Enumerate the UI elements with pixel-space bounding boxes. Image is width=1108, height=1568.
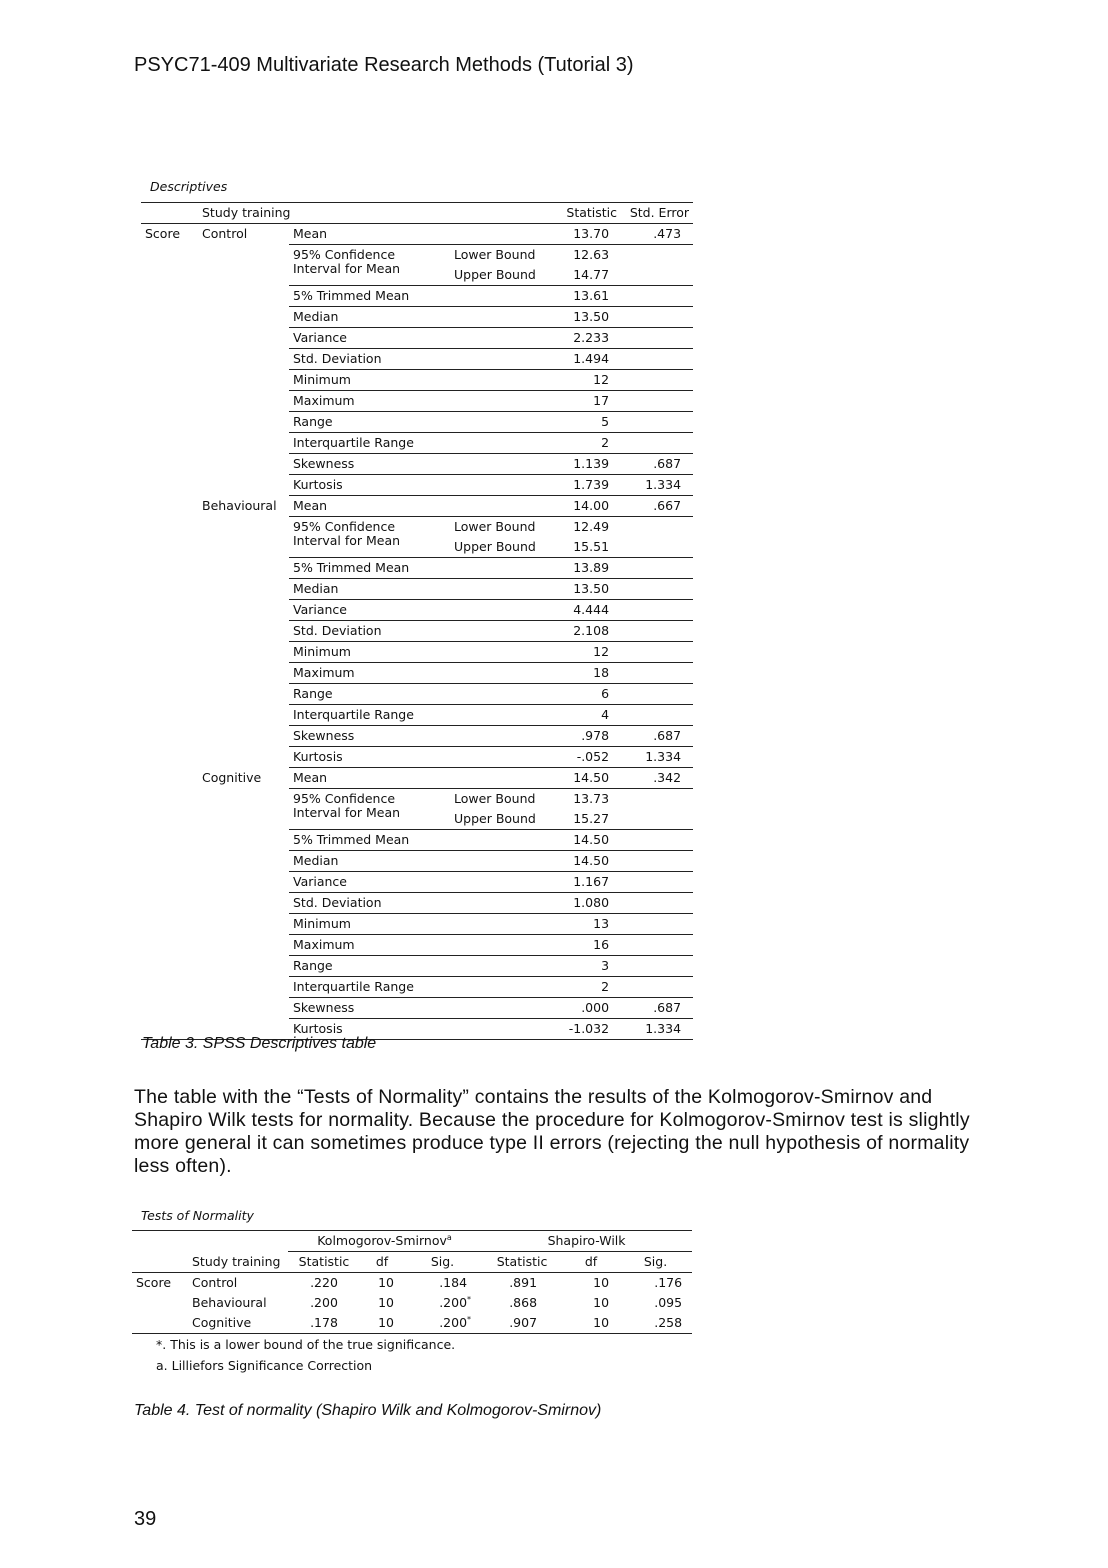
stat-label-cell: Kurtosis bbox=[289, 747, 549, 768]
blank-cell bbox=[198, 809, 289, 830]
statistic-cell: 2 bbox=[549, 977, 621, 998]
ks-header-label: Kolmogorov-Smirnov bbox=[317, 1233, 447, 1248]
descriptives-row bbox=[141, 893, 693, 914]
ks-df-header: df bbox=[360, 1252, 404, 1273]
ci-label-cell: 95% Confidence Interval for Mean bbox=[289, 789, 450, 830]
descriptives-row bbox=[141, 579, 693, 600]
blank-cell bbox=[141, 579, 198, 600]
blank-cell bbox=[621, 517, 693, 538]
blank-cell bbox=[141, 851, 198, 872]
statistic-cell: 14.50 bbox=[549, 830, 621, 851]
blank-cell bbox=[141, 663, 198, 684]
blank-cell bbox=[198, 851, 289, 872]
descriptives-row bbox=[141, 998, 693, 1019]
stat-label-cell: Std. Deviation bbox=[289, 893, 549, 914]
blank-cell bbox=[198, 265, 289, 286]
table-3-caption: Table 3. SPSS Descriptives table bbox=[142, 1035, 377, 1052]
descriptives-row bbox=[141, 245, 693, 266]
study-training-header: Study training bbox=[188, 1252, 288, 1273]
descriptives-row bbox=[141, 475, 693, 496]
blank-cell bbox=[141, 286, 198, 307]
blank-cell bbox=[198, 475, 289, 496]
descriptives-row bbox=[141, 705, 693, 726]
blank-cell bbox=[198, 830, 289, 851]
stat-label-cell: Variance bbox=[289, 328, 549, 349]
blank-cell bbox=[132, 1293, 188, 1313]
blank-cell bbox=[141, 768, 198, 789]
page-header: PSYC71-409 Multivariate Research Methods (Tutorial 3) bbox=[134, 54, 634, 76]
stat-label-cell: Minimum bbox=[289, 914, 549, 935]
sw-sig-header: Sig. bbox=[619, 1252, 692, 1273]
descriptives-row bbox=[141, 851, 693, 872]
stat-label-cell: Range bbox=[289, 956, 549, 977]
blank-cell bbox=[621, 391, 693, 412]
descriptives-row bbox=[141, 621, 693, 642]
normality-header-row-2 bbox=[132, 1252, 692, 1273]
descriptives-row bbox=[141, 726, 693, 747]
blank-cell bbox=[621, 809, 693, 830]
blank-cell bbox=[621, 914, 693, 935]
sw-statistic-cell: .868 bbox=[509, 1295, 538, 1310]
statistic-cell: 13 bbox=[549, 914, 621, 935]
stat-label-cell: 5% Trimmed Mean bbox=[289, 558, 549, 579]
ks-sig-cell bbox=[404, 1293, 481, 1313]
blank-cell bbox=[141, 496, 198, 517]
stat-label-cell: Maximum bbox=[289, 391, 549, 412]
descriptives-row bbox=[141, 517, 693, 538]
blank-cell bbox=[621, 977, 693, 998]
statistic-cell: 13.70 bbox=[549, 224, 621, 245]
std-error-cell: .342 bbox=[621, 768, 693, 789]
descriptives-header-row bbox=[141, 203, 693, 224]
statistic-cell: 12.63 bbox=[573, 247, 610, 262]
statistic-cell: 15.51 bbox=[549, 537, 621, 558]
descriptives-row bbox=[141, 663, 693, 684]
statistic-cell: .000 bbox=[549, 998, 621, 1019]
blank-cell bbox=[621, 370, 693, 391]
descriptives-row bbox=[141, 956, 693, 977]
blank-cell bbox=[198, 412, 289, 433]
blank-cell bbox=[132, 1313, 188, 1334]
stat-label-cell: Mean bbox=[289, 496, 549, 517]
descriptives-table bbox=[141, 202, 693, 1040]
blank-cell bbox=[141, 705, 198, 726]
statistic-cell: 4.444 bbox=[549, 600, 621, 621]
ks-df-cell: 10 bbox=[378, 1295, 394, 1310]
blank-cell bbox=[141, 265, 198, 286]
blank-cell bbox=[141, 391, 198, 412]
std-error-cell: .687 bbox=[621, 454, 693, 475]
blank-cell bbox=[141, 307, 198, 328]
blank-cell bbox=[198, 935, 289, 956]
group-name-cell: Cognitive bbox=[202, 769, 262, 785]
stat-label-cell: Mean bbox=[289, 768, 549, 789]
blank-cell bbox=[198, 956, 289, 977]
normality-header-row-1 bbox=[132, 1231, 692, 1252]
ks-statistic-cell: .220 bbox=[310, 1275, 338, 1290]
std-error-cell: .687 bbox=[621, 998, 693, 1019]
stat-label-cell: Interquartile Range bbox=[289, 977, 549, 998]
blank-cell bbox=[621, 705, 693, 726]
stat-label-cell: Maximum bbox=[289, 663, 549, 684]
sw-statistic-cell: .891 bbox=[509, 1275, 538, 1290]
statistic-cell: 2 bbox=[549, 433, 621, 454]
blank-cell bbox=[621, 349, 693, 370]
blank-cell bbox=[621, 328, 693, 349]
blank-cell bbox=[621, 433, 693, 454]
blank-cell bbox=[198, 391, 289, 412]
statistic-cell: 6 bbox=[549, 684, 621, 705]
ks-statistic-header: Statistic bbox=[288, 1252, 360, 1273]
ks-sig-footnote-marker: * bbox=[467, 1314, 472, 1324]
descriptives-row bbox=[141, 768, 693, 789]
statistic-cell: 13.50 bbox=[549, 307, 621, 328]
statistic-cell: -.052 bbox=[549, 747, 621, 768]
dependent-variable-cell: Score bbox=[145, 226, 181, 241]
statistic-cell: 16 bbox=[549, 935, 621, 956]
std-error-header: Std. Error bbox=[621, 203, 693, 224]
statistic-cell: 1.139 bbox=[549, 454, 621, 475]
ks-sig-value: .200 bbox=[439, 1295, 468, 1310]
blank-cell bbox=[141, 558, 198, 579]
descriptives-row bbox=[141, 328, 693, 349]
ks-sig-header: Sig. bbox=[404, 1252, 481, 1273]
statistic-header: Statistic bbox=[549, 203, 621, 224]
ks-sig-value: .184 bbox=[439, 1275, 468, 1290]
blank-cell bbox=[141, 642, 198, 663]
statistic-cell: 15.27 bbox=[549, 809, 621, 830]
sw-sig-cell: .095 bbox=[654, 1295, 683, 1310]
blank-cell bbox=[621, 935, 693, 956]
blank-cell bbox=[141, 914, 198, 935]
blank-cell bbox=[198, 747, 289, 768]
ks-header bbox=[288, 1231, 481, 1252]
blank-cell bbox=[198, 433, 289, 454]
blank-cell bbox=[141, 328, 198, 349]
statistic-cell: 14.77 bbox=[549, 265, 621, 286]
blank-cell bbox=[141, 684, 198, 705]
stat-label-cell: Std. Deviation bbox=[289, 349, 549, 370]
sw-sig-cell: .258 bbox=[619, 1313, 692, 1334]
descriptives-title: Descriptives bbox=[150, 179, 228, 194]
blank-cell bbox=[621, 830, 693, 851]
blank-header bbox=[188, 1231, 288, 1252]
descriptives-row bbox=[141, 391, 693, 412]
stat-label-cell: Kurtosis bbox=[289, 475, 549, 496]
descriptives-row bbox=[141, 600, 693, 621]
blank-cell bbox=[141, 872, 198, 893]
group-name-cell: Behavioural bbox=[202, 497, 277, 513]
descriptives-row bbox=[141, 558, 693, 579]
blank-cell bbox=[141, 621, 198, 642]
blank-cell bbox=[141, 454, 198, 475]
blank-cell bbox=[198, 621, 289, 642]
table-4-caption: Table 4. Test of normality (Shapiro Wilk and Kolmogorov-Smirnov) bbox=[134, 1402, 602, 1419]
normality-row bbox=[132, 1293, 692, 1313]
sw-statistic-header: Statistic bbox=[481, 1252, 563, 1273]
stat-label-cell: Maximum bbox=[289, 935, 549, 956]
blank-cell bbox=[621, 600, 693, 621]
stat-label-cell: Skewness bbox=[289, 998, 549, 1019]
statistic-cell: 18 bbox=[549, 663, 621, 684]
stat-label-cell: Median bbox=[289, 579, 549, 600]
blank-cell bbox=[141, 893, 198, 914]
ci-label-cell: 95% Confidence Interval for Mean bbox=[289, 245, 450, 286]
ks-statistic-cell: .200 bbox=[310, 1295, 338, 1310]
blank-cell bbox=[621, 537, 693, 558]
blank-header bbox=[132, 1252, 188, 1273]
ks-df-cell: 10 bbox=[378, 1275, 394, 1290]
footnote-star: *. This is a lower bound of the true significance. bbox=[156, 1337, 456, 1352]
descriptives-row bbox=[141, 872, 693, 893]
descriptives-row bbox=[141, 935, 693, 956]
stat-label-cell: Variance bbox=[289, 872, 549, 893]
blank-cell bbox=[621, 558, 693, 579]
blank-cell bbox=[198, 726, 289, 747]
sw-statistic-cell: .907 bbox=[481, 1313, 563, 1334]
group-name-cell: Cognitive bbox=[188, 1313, 288, 1334]
sw-df-cell: 10 bbox=[563, 1313, 619, 1334]
blank-cell bbox=[141, 809, 198, 830]
stat-label-cell: Kurtosis bbox=[289, 1019, 549, 1040]
normality-body bbox=[132, 1273, 692, 1334]
page-number: 39 bbox=[134, 1508, 157, 1530]
blank-cell bbox=[141, 747, 198, 768]
blank-cell bbox=[141, 977, 198, 998]
lower-bound-label: Lower Bound bbox=[454, 791, 536, 806]
blank-cell bbox=[621, 286, 693, 307]
statistic-cell: 13.73 bbox=[573, 791, 610, 806]
ks-sig-value: .200 bbox=[439, 1315, 468, 1330]
upper-bound-label: Upper Bound bbox=[450, 537, 549, 558]
descriptives-row bbox=[141, 684, 693, 705]
std-error-cell: .473 bbox=[621, 224, 693, 245]
descriptives-row bbox=[141, 370, 693, 391]
blank-cell bbox=[198, 579, 289, 600]
stat-label-cell: Mean bbox=[289, 224, 549, 245]
stat-label-cell: Median bbox=[289, 307, 549, 328]
statistic-cell: 3 bbox=[549, 956, 621, 977]
study-training-header: Study training bbox=[198, 203, 549, 224]
stat-label-cell: Minimum bbox=[289, 370, 549, 391]
blank-cell bbox=[141, 537, 198, 558]
statistic-cell: 4 bbox=[549, 705, 621, 726]
blank-cell bbox=[198, 286, 289, 307]
descriptives-row bbox=[141, 977, 693, 998]
blank-cell bbox=[198, 872, 289, 893]
blank-cell bbox=[141, 370, 198, 391]
blank-cell bbox=[198, 328, 289, 349]
statistic-cell: 14.00 bbox=[549, 496, 621, 517]
stat-label-cell: Variance bbox=[289, 600, 549, 621]
ks-statistic-cell: .178 bbox=[288, 1313, 360, 1334]
stat-label-cell: Interquartile Range bbox=[289, 705, 549, 726]
dependent-variable-cell: Score bbox=[136, 1275, 172, 1290]
statistic-cell: 1.080 bbox=[549, 893, 621, 914]
ks-sig-footnote-marker: * bbox=[467, 1294, 472, 1304]
lower-bound-label: Lower Bound bbox=[454, 519, 536, 534]
statistic-cell: 1.167 bbox=[549, 872, 621, 893]
blank-cell bbox=[621, 579, 693, 600]
stat-label-cell: Minimum bbox=[289, 642, 549, 663]
blank-cell bbox=[621, 851, 693, 872]
blank-cell bbox=[198, 537, 289, 558]
blank-cell bbox=[198, 642, 289, 663]
blank-cell bbox=[141, 475, 198, 496]
statistic-cell: 2.233 bbox=[549, 328, 621, 349]
blank-cell bbox=[141, 830, 198, 851]
statistic-cell: 12 bbox=[549, 370, 621, 391]
statistic-cell: 5 bbox=[549, 412, 621, 433]
blank-cell bbox=[621, 621, 693, 642]
statistic-cell: -1.032 bbox=[549, 1019, 621, 1040]
normality-row bbox=[132, 1273, 692, 1294]
normality-row bbox=[132, 1313, 692, 1334]
blank-cell bbox=[141, 433, 198, 454]
ks-sig-cell bbox=[404, 1313, 481, 1334]
blank-cell bbox=[198, 245, 289, 266]
descriptives-row bbox=[141, 496, 693, 517]
blank-cell bbox=[198, 914, 289, 935]
blank-header bbox=[132, 1231, 188, 1252]
blank-cell bbox=[198, 977, 289, 998]
blank-cell bbox=[621, 684, 693, 705]
blank-header bbox=[141, 203, 198, 224]
blank-cell bbox=[198, 349, 289, 370]
group-name-cell: Behavioural bbox=[192, 1295, 267, 1310]
blank-cell bbox=[198, 684, 289, 705]
statistic-cell: 13.50 bbox=[549, 579, 621, 600]
group-name-cell: Control bbox=[202, 226, 248, 241]
ks-header-sup: a bbox=[446, 1232, 452, 1242]
blank-cell bbox=[621, 307, 693, 328]
blank-cell bbox=[141, 600, 198, 621]
upper-bound-label: Upper Bound bbox=[450, 265, 549, 286]
blank-cell bbox=[141, 517, 198, 538]
stat-label-cell: Skewness bbox=[289, 726, 549, 747]
blank-cell bbox=[198, 600, 289, 621]
statistic-cell: 1.494 bbox=[549, 349, 621, 370]
descriptives-row bbox=[141, 830, 693, 851]
statistic-cell: 14.50 bbox=[549, 851, 621, 872]
normality-title: Tests of Normality bbox=[141, 1208, 254, 1223]
upper-bound-label: Upper Bound bbox=[450, 809, 549, 830]
blank-cell bbox=[141, 998, 198, 1019]
blank-cell bbox=[198, 454, 289, 475]
statistic-cell: .978 bbox=[549, 726, 621, 747]
descriptives-row bbox=[141, 307, 693, 328]
blank-cell bbox=[141, 956, 198, 977]
ks-sig-cell bbox=[404, 1273, 481, 1294]
blank-cell bbox=[198, 705, 289, 726]
blank-cell bbox=[621, 789, 693, 810]
blank-cell bbox=[141, 245, 198, 266]
descriptives-row bbox=[141, 224, 693, 245]
descriptives-row bbox=[141, 789, 693, 810]
std-error-cell: 1.334 bbox=[621, 475, 693, 496]
stat-label-cell: 5% Trimmed Mean bbox=[289, 286, 549, 307]
blank-cell bbox=[198, 998, 289, 1019]
stat-label-cell: Std. Deviation bbox=[289, 621, 549, 642]
std-error-cell: 1.334 bbox=[621, 747, 693, 768]
blank-cell bbox=[621, 872, 693, 893]
blank-cell bbox=[621, 412, 693, 433]
descriptives-row bbox=[141, 412, 693, 433]
stat-label-cell: Median bbox=[289, 851, 549, 872]
descriptives-row bbox=[141, 914, 693, 935]
blank-cell bbox=[141, 935, 198, 956]
statistic-cell: 2.108 bbox=[549, 621, 621, 642]
descriptives-row bbox=[141, 286, 693, 307]
blank-cell bbox=[621, 265, 693, 286]
blank-cell bbox=[198, 893, 289, 914]
sw-df-cell: 10 bbox=[593, 1295, 610, 1310]
ks-df-cell: 10 bbox=[360, 1313, 404, 1334]
stat-label-cell: Range bbox=[289, 684, 549, 705]
sw-header: Shapiro-Wilk bbox=[481, 1231, 692, 1252]
stat-label-cell: Interquartile Range bbox=[289, 433, 549, 454]
stat-label-cell: 5% Trimmed Mean bbox=[289, 830, 549, 851]
statistic-cell: 12.49 bbox=[573, 519, 610, 534]
blank-cell bbox=[621, 245, 693, 266]
blank-cell bbox=[198, 789, 289, 810]
blank-cell bbox=[198, 558, 289, 579]
descriptives-row bbox=[141, 454, 693, 475]
stat-label-cell: Skewness bbox=[289, 454, 549, 475]
blank-cell bbox=[621, 663, 693, 684]
stat-label-cell: Range bbox=[289, 412, 549, 433]
statistic-cell: 13.61 bbox=[549, 286, 621, 307]
blank-cell bbox=[141, 789, 198, 810]
statistic-cell: 14.50 bbox=[549, 768, 621, 789]
blank-cell bbox=[198, 517, 289, 538]
blank-cell bbox=[141, 726, 198, 747]
blank-cell bbox=[198, 663, 289, 684]
statistic-cell: 12 bbox=[549, 642, 621, 663]
normality-table bbox=[132, 1230, 692, 1334]
group-name-cell: Control bbox=[192, 1275, 238, 1290]
descriptives-body bbox=[141, 224, 693, 1040]
footnote-a: a. Lilliefors Significance Correction bbox=[156, 1358, 373, 1373]
blank-cell bbox=[198, 370, 289, 391]
blank-cell bbox=[141, 412, 198, 433]
sw-df-cell: 10 bbox=[593, 1275, 610, 1290]
std-error-cell: 1.334 bbox=[621, 1019, 693, 1040]
lower-bound-label: Lower Bound bbox=[454, 247, 536, 262]
descriptives-row bbox=[141, 642, 693, 663]
body-paragraph: The table with the “Tests of Normality” contains the results of the Kolmogorov-Smirnov and Shapiro Wilk tests for normality. Because the procedure for Kolmogorov-Smirnov test is slightly more general it can sometimes produce type II errors (rejecting the null hypothesis of normality less often). bbox=[134, 1086, 970, 1177]
ci-label-cell: 95% Confidence Interval for Mean bbox=[289, 517, 450, 558]
blank-cell bbox=[621, 956, 693, 977]
statistic-cell: 13.89 bbox=[549, 558, 621, 579]
statistic-cell: 17 bbox=[549, 391, 621, 412]
blank-cell bbox=[141, 349, 198, 370]
sw-sig-cell: .176 bbox=[654, 1275, 683, 1290]
std-error-cell: .687 bbox=[621, 726, 693, 747]
descriptives-row bbox=[141, 747, 693, 768]
blank-cell bbox=[621, 642, 693, 663]
descriptives-row bbox=[141, 433, 693, 454]
statistic-cell: 1.739 bbox=[549, 475, 621, 496]
sw-df-header: df bbox=[563, 1252, 619, 1273]
descriptives-row bbox=[141, 349, 693, 370]
blank-cell bbox=[198, 307, 289, 328]
blank-cell bbox=[621, 893, 693, 914]
std-error-cell: .667 bbox=[621, 496, 693, 517]
